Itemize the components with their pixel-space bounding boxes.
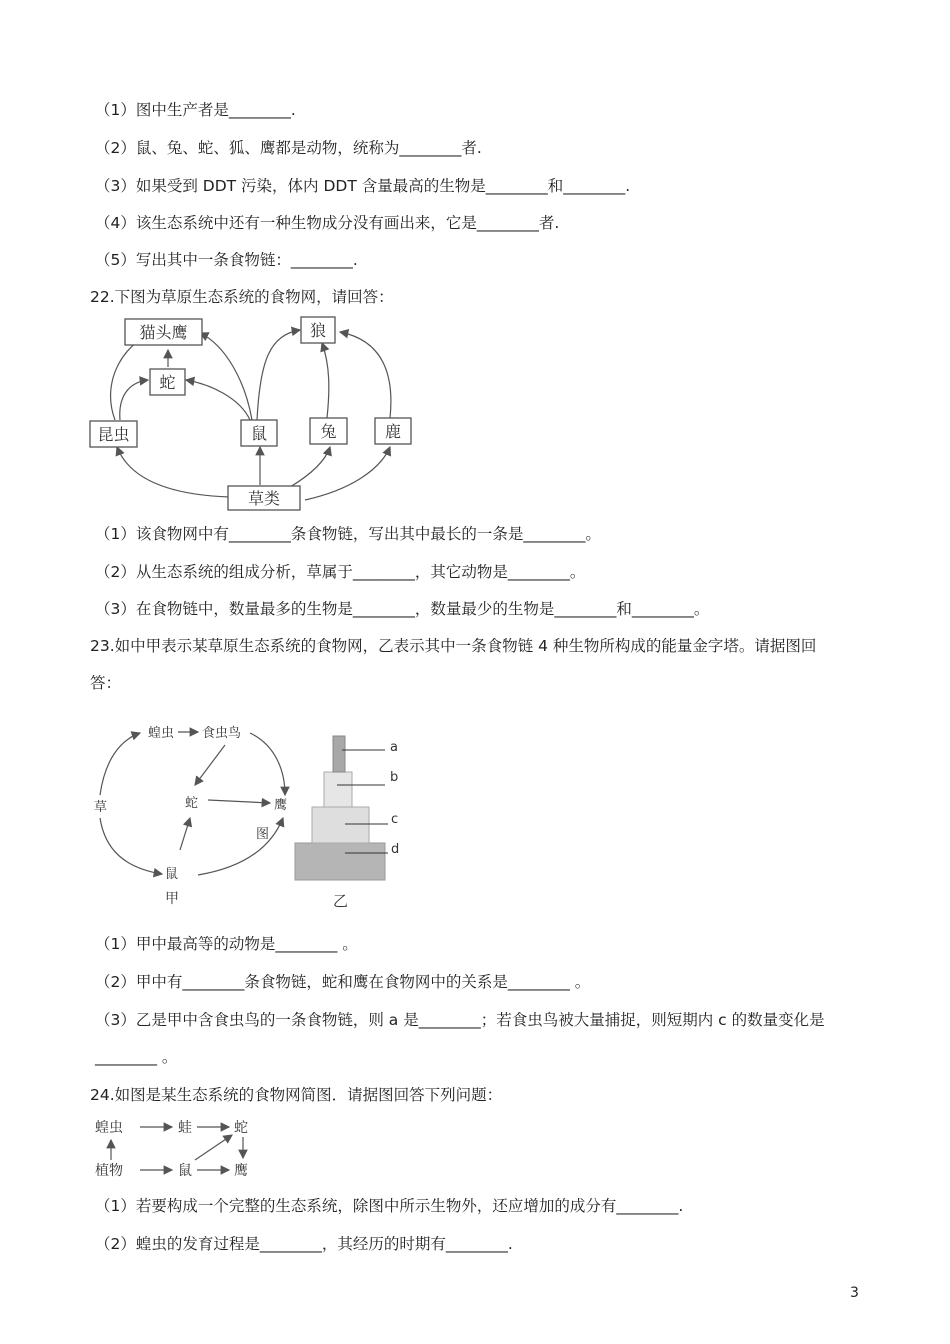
q23-jia-label: 甲 [165, 891, 179, 907]
q24-node-eagle: 鹰 [234, 1163, 248, 1179]
page-number: 3 [850, 1285, 859, 1301]
q23-item-3: （3）乙是甲中含食虫鸟的一条食物链，则 a 是________；若食虫鸟被大量捕捉，则短期内 c 的数量变化是 [95, 1011, 825, 1029]
q24-node-mouse: 鼠 [178, 1163, 192, 1179]
q22-node-mouse: 鼠 [250, 424, 268, 443]
q22-node-deer: 鹿 [384, 422, 402, 441]
q23-item-3-continued: ________ 。 [95, 1048, 178, 1066]
q23-jia-mouse: 鼠 [165, 867, 179, 882]
q23-jia-locust: 蝗虫 [148, 726, 175, 741]
q22-node-rabbit: 兔 [320, 422, 337, 441]
q21-item-2: （2）鼠、兔、蛇、狐、鹰都是动物，统称为________者. [95, 139, 482, 157]
q23-jia-eagle: 鹰 [274, 798, 288, 813]
q24-item-1: （1）若要构成一个完整的生态系统，除图中所示生物外，还应增加的成分有________. [95, 1197, 684, 1215]
q22-item-1: （1）该食物网中有________条食物链，写出其中最长的一条是________。 [95, 525, 601, 543]
q23-yi-label-c: c [391, 812, 399, 827]
q22-item-2: （2）从生态系统的组成分析，草属于________，其它动物是________。 [95, 563, 586, 581]
q22-node-insect: 昆虫 [97, 425, 130, 444]
q23-item-1: （1）甲中最高等的动物是________ 。 [95, 935, 358, 953]
q21-item-1: （1）图中生产者是________. [95, 101, 296, 119]
q23-yi-label-d: d [391, 842, 400, 857]
q22-node-owl: 猫头鹰 [139, 323, 188, 342]
q21-item-4: （4）该生态系统中还有一种生物成分没有画出来，它是________者. [95, 214, 560, 232]
q23-jia-snake: 蛇 [185, 796, 199, 811]
q24-title: 24.如图是某生态系统的食物网简图．请据图回答下列问题： [90, 1086, 503, 1104]
q24-node-plant: 植物 [95, 1163, 123, 1179]
q21-item-3: （3）如果受到 DDT 污染，体内 DDT 含量最高的生物是________和________. [95, 177, 631, 195]
q24-node-locust: 蝗虫 [95, 1120, 123, 1136]
q23-jia-grass: 草 [94, 800, 108, 815]
q23-yi-label: 乙 [333, 892, 349, 910]
q23-title-line2: 答： [90, 674, 122, 692]
q22-item-3: （3）在食物链中，数量最多的生物是________，数量最少的生物是________和________。 [95, 600, 710, 618]
q23-yi-label-b: b [390, 770, 399, 785]
q23-title-line1: 23.如中甲表示某草原生态系统的食物网，乙表示其中一条食物链 4 种生物所构成的能量金字塔。请据图回 [90, 637, 817, 655]
q23-yi-label-a: a [390, 740, 398, 755]
q24-item-2: （2）蝗虫的发育过程是________，其经历的时期有________. [95, 1235, 513, 1253]
q22-node-wolf: 狼 [309, 321, 327, 340]
q23-jia-fig: 图 [256, 827, 270, 842]
q23-jia-bird: 食虫鸟 [202, 726, 242, 741]
q24-node-frog: 蛙 [178, 1120, 192, 1136]
q24-node-snake: 蛇 [234, 1120, 248, 1136]
q22-node-grass: 草类 [247, 489, 281, 508]
q23-item-2: （2）甲中有________条食物链，蛇和鹰在食物网中的关系是________ 。 [95, 973, 591, 991]
q21-item-5: （5）写出其中一条食物链：________. [95, 251, 358, 269]
q22-title: 22.下图为草原生态系统的食物网，请回答： [90, 288, 394, 306]
q22-node-snake: 蛇 [159, 373, 176, 392]
